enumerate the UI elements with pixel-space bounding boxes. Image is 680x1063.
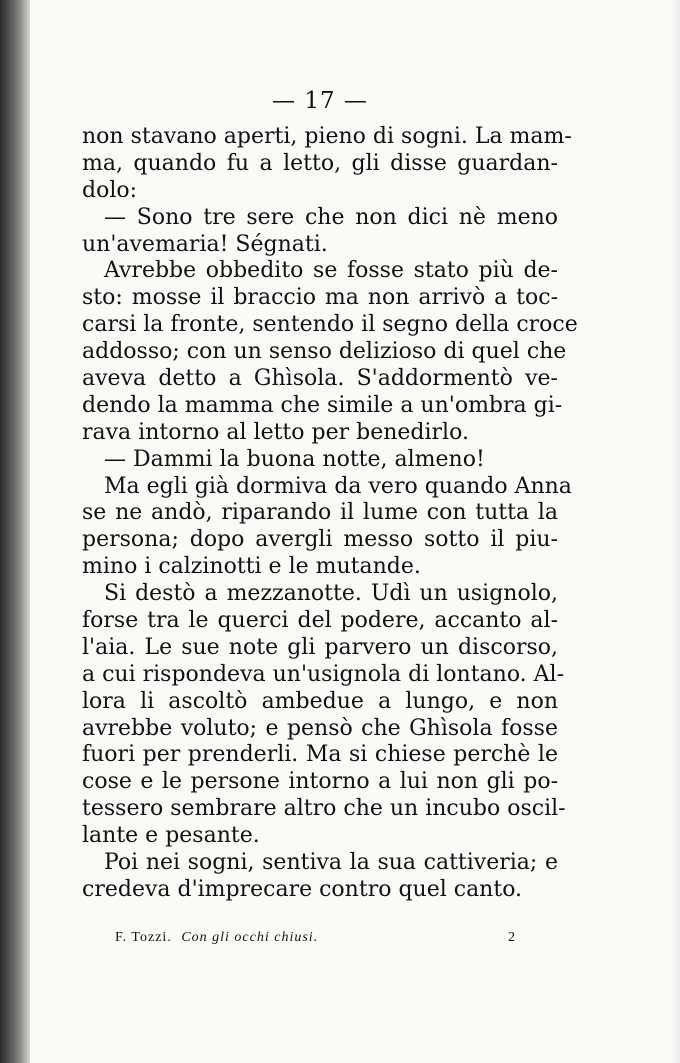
text-line: carsi la fronte, sentendo il segno della croce bbox=[82, 312, 578, 338]
text-line: — Dammi la buona notte, almeno! bbox=[104, 446, 485, 472]
footer-title: Con gli occhi chiusi. bbox=[181, 930, 319, 945]
text-line: un'avemaria! Ségnati. bbox=[82, 231, 328, 257]
text-line: dendo la mamma che simile a un'ombra gi- bbox=[82, 392, 563, 418]
text-line: aveva detto a Ghìsola. S'addormentò ve- bbox=[82, 366, 558, 392]
text-line: — Sono tre sere che non dici nè meno bbox=[104, 204, 558, 230]
text-line: cose e le persone intorno a lui non gli po- bbox=[82, 769, 558, 795]
text-line: se ne andò, riparando il lume con tutta la bbox=[82, 500, 558, 526]
text-line: Si destò a mezzanotte. Udì un usignolo, bbox=[104, 581, 558, 607]
text-line: Poi nei sogni, sentiva la sua cattiveria; e bbox=[104, 850, 558, 876]
text-line: tessero sembrare altro che un incubo oscil- bbox=[82, 796, 566, 822]
text-line: avrebbe voluto; e pensò che Ghìsola fosse bbox=[82, 715, 558, 741]
text-line: a cui rispondeva un'usignola di lontano. Al- bbox=[82, 661, 565, 687]
body-text bbox=[82, 124, 578, 904]
text-line: lora li ascoltò ambedue a lungo, e non bbox=[82, 688, 558, 714]
footer-book-info bbox=[115, 930, 318, 946]
text-line: sto: mosse il braccio ma non arrivò a toc- bbox=[82, 285, 558, 311]
text-line: Ma egli già dormiva da vero quando Anna bbox=[104, 473, 572, 499]
text-line: mino i calzinotti e le mutande. bbox=[82, 554, 421, 580]
text-line: lante e pesante. bbox=[82, 823, 260, 849]
text-line: non stavano aperti, pieno di sogni. La mam- bbox=[82, 124, 572, 149]
text-line: rava intorno al letto per benedirlo. bbox=[82, 419, 469, 445]
text-line: persona; dopo avergli messo sotto il piu- bbox=[82, 527, 558, 553]
text-line: fuori per prenderli. Ma si chiese perchè le bbox=[82, 742, 558, 768]
book-binding-shadow bbox=[0, 0, 30, 1063]
text-line: dolo: bbox=[82, 177, 138, 203]
page-number: — 17 — bbox=[272, 88, 368, 114]
page-edge-shadow bbox=[670, 0, 680, 1063]
text-line: ma, quando fu a letto, gli disse guardan- bbox=[82, 150, 558, 176]
text-line: l'aia. Le sue note gli parvero un discorso, bbox=[82, 634, 558, 660]
text-line: forse tra le querci del podere, accanto al- bbox=[82, 608, 558, 634]
footer-author: F. Tozzi. bbox=[115, 930, 172, 945]
text-line: Avrebbe obbedito se fosse stato più de- bbox=[104, 258, 558, 284]
footer-signature-mark: 2 bbox=[508, 930, 515, 945]
text-line: addosso; con un senso delizioso di quel che bbox=[82, 339, 567, 365]
text-line: credeva d'imprecare contro quel canto. bbox=[82, 876, 523, 902]
page-footer bbox=[115, 930, 515, 946]
